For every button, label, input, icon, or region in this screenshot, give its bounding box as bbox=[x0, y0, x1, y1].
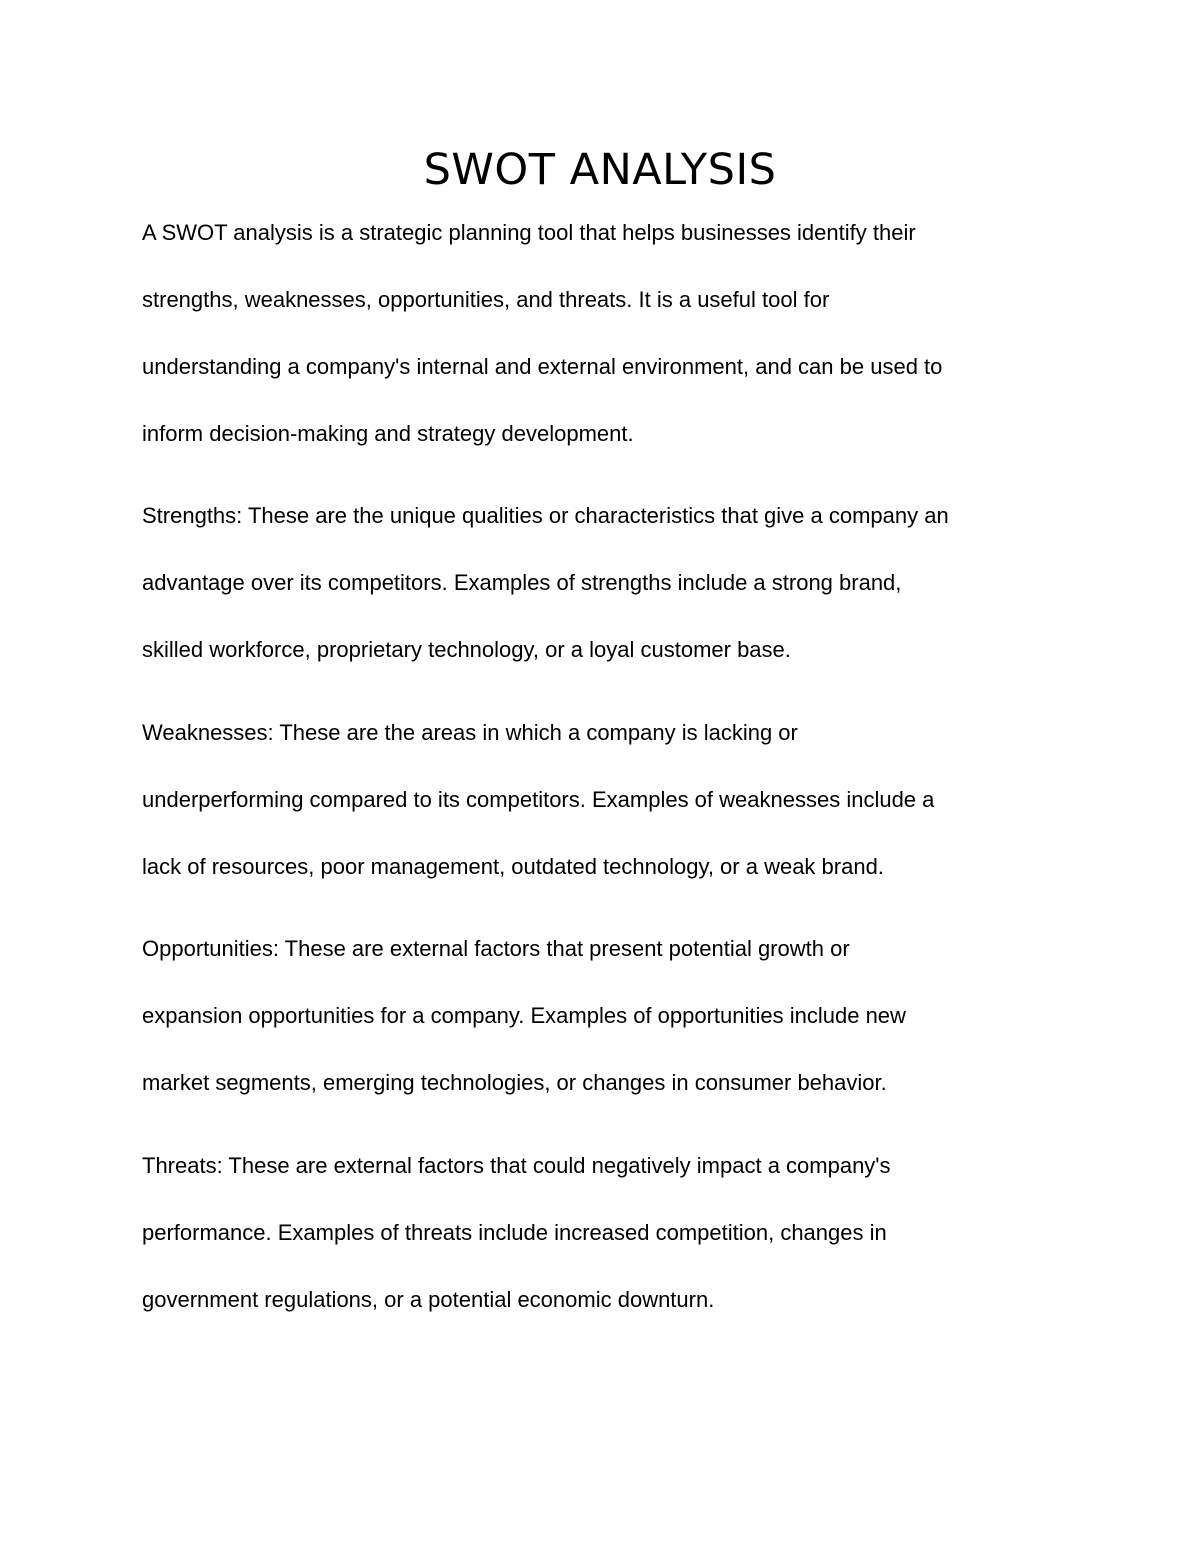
paragraph-line: Opportunities: These are external factors that present potential growth or bbox=[142, 936, 850, 961]
paragraph-line: advantage over its competitors. Examples of strengths include a strong brand, bbox=[142, 570, 902, 595]
paragraph-line: skilled workforce, proprietary technology, or a loyal customer base. bbox=[142, 637, 791, 662]
paragraph-line: Weaknesses: These are the areas in which a company is lacking or bbox=[142, 720, 798, 745]
paragraph-line: performance. Examples of threats include increased competition, changes in bbox=[142, 1220, 887, 1245]
paragraph-line: underperforming compared to its competitors. Examples of weaknesses include a bbox=[142, 787, 935, 812]
paragraph-line: government regulations, or a potential economic downturn. bbox=[142, 1287, 715, 1312]
paragraph-line: market segments, emerging technologies, or changes in consumer behavior. bbox=[142, 1070, 887, 1095]
paragraph-line: Threats: These are external factors that could negatively impact a company's bbox=[142, 1153, 891, 1178]
intro-paragraph bbox=[142, 199, 1072, 467]
strengths-paragraph bbox=[142, 482, 1072, 683]
opportunities-paragraph bbox=[142, 915, 1072, 1116]
paragraph-line: lack of resources, poor management, outdated technology, or a weak brand. bbox=[142, 854, 884, 879]
paragraph-line: Strengths: These are the unique qualities or characteristics that give a company an bbox=[142, 503, 949, 528]
paragraph-line: A SWOT analysis is a strategic planning tool that helps businesses identify their bbox=[142, 220, 916, 245]
document-title: SWOT ANALYSIS bbox=[423, 145, 777, 195]
paragraph-line: understanding a company's internal and external environment, and can be used to bbox=[142, 354, 943, 379]
paragraph-line: inform decision-making and strategy development. bbox=[142, 421, 634, 446]
threats-paragraph bbox=[142, 1132, 1072, 1333]
paragraph-line: expansion opportunities for a company. Examples of opportunities include new bbox=[142, 1003, 906, 1028]
paragraph-line: strengths, weaknesses, opportunities, and threats. It is a useful tool for bbox=[142, 287, 830, 312]
weaknesses-paragraph bbox=[142, 699, 1072, 900]
